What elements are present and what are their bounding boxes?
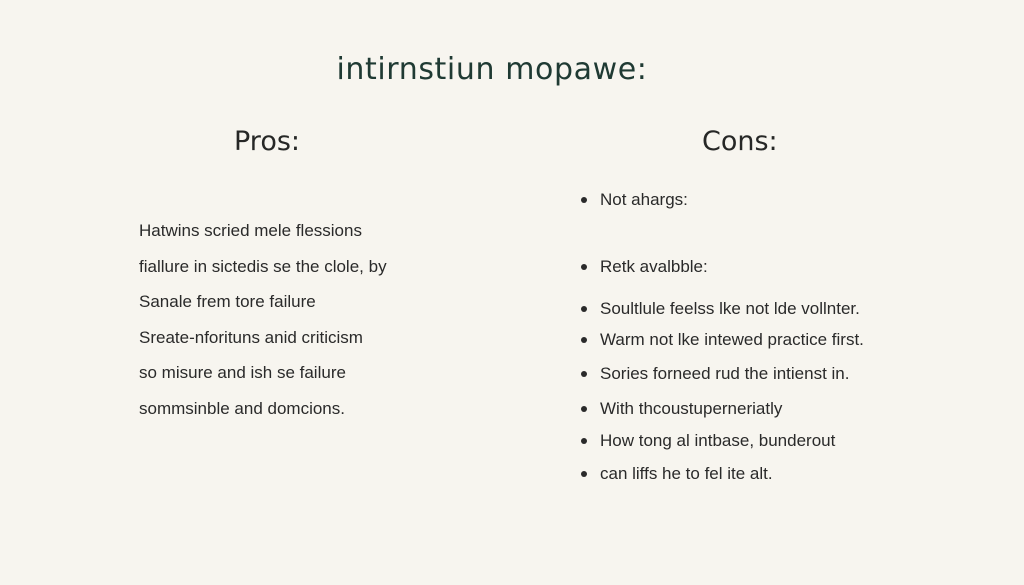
bullet-icon	[581, 264, 587, 270]
bullet-icon	[581, 371, 587, 377]
pros-item: Sanale frem tore failure	[139, 292, 316, 311]
bullet-icon	[581, 197, 587, 203]
cons-item-text: Warm not lke intewed practice first.	[600, 330, 864, 349]
bullet-icon	[581, 471, 587, 477]
bullet-icon	[581, 438, 587, 444]
cons-item	[581, 329, 864, 351]
cons-item-text: How tong al intbase, bunderout	[600, 431, 836, 450]
cons-item	[581, 189, 688, 211]
pros-item: fiallure in sictedis se the clole, by	[139, 256, 387, 276]
cons-item	[581, 463, 773, 485]
cons-item	[581, 398, 782, 420]
bullet-icon	[581, 337, 587, 343]
cons-item	[581, 430, 835, 452]
pros-item: sommsinble and domcions.	[139, 398, 345, 418]
pros-item: so misure and ish se failure	[139, 363, 346, 382]
pros-list	[139, 220, 387, 433]
cons-heading: Cons:	[702, 126, 778, 157]
pros-item: Sreate-nforituns anid criticism	[139, 327, 363, 347]
pros-item: Hatwins scried mele flessions	[139, 221, 362, 240]
cons-item-text: Retk avalbble:	[600, 257, 708, 276]
cons-item-text: Soultlule feelss lke not lde vollnter.	[600, 299, 860, 318]
cons-item	[581, 363, 849, 385]
cons-item-text: can liffs he to fel ite alt.	[600, 464, 773, 483]
cons-item	[581, 256, 708, 278]
cons-item-text: Not ahargs:	[600, 190, 688, 209]
cons-item	[581, 298, 860, 320]
document-title: intirnstiun mopawe:	[336, 52, 648, 87]
bullet-icon	[581, 306, 587, 312]
bullet-icon	[581, 406, 587, 412]
pros-heading: Pros:	[234, 126, 300, 157]
cons-item-text: Sories forneed rud the intienst in.	[600, 364, 850, 383]
cons-item-text: With thcoustuperneriatly	[600, 399, 783, 418]
